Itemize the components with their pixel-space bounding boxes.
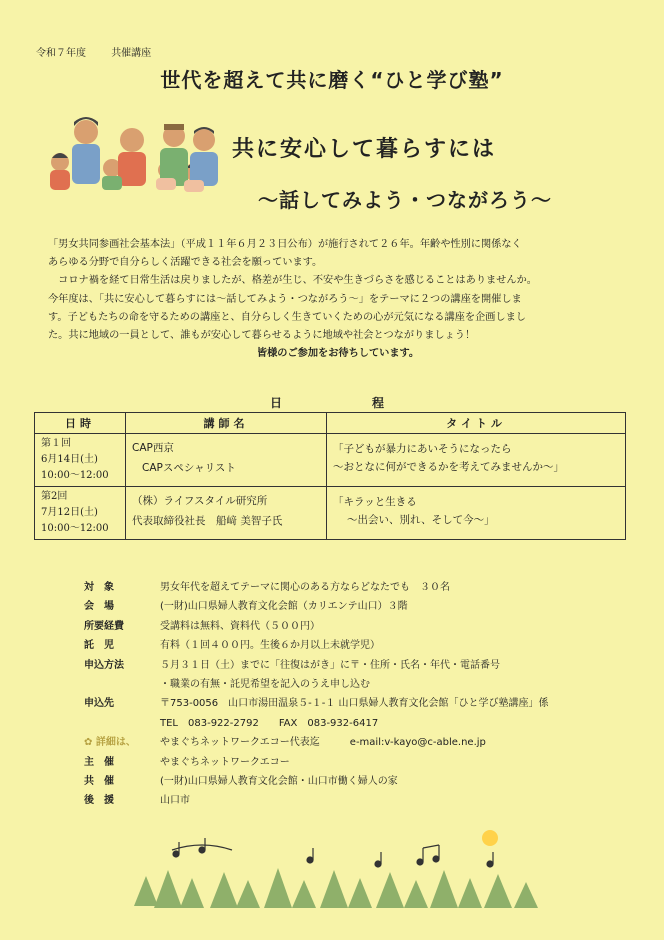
- intro-text: [48, 236, 628, 363]
- info-key: 会 場: [84, 601, 114, 613]
- closing-line: 皆様のご参加をお待ちしています。: [256, 348, 420, 360]
- info-key: 所要経費: [84, 620, 124, 632]
- schedule-header-row: [35, 413, 626, 434]
- info-key: 主 催: [84, 756, 114, 768]
- info-value: ・職業の有無・託児希望を記入のうえ申し込む: [160, 678, 370, 690]
- header-lecturer: 講師名: [126, 413, 327, 434]
- info-value: ５月３１日（土）までに「往復はがき」に〒・住所・氏名・年代・電話番号: [160, 659, 500, 671]
- session-title: [327, 434, 626, 487]
- session-day: 6月14日(土): [41, 454, 98, 465]
- title-sub: ～出会い、別れ、そして今～」: [347, 514, 495, 526]
- header-title: タイトル: [327, 413, 626, 434]
- info-key: 託 児: [84, 640, 114, 652]
- sun-icon: [482, 830, 498, 846]
- info-value: 男女年代を超えてテーマに関心のある方ならどなたでも ３０名: [160, 582, 450, 593]
- subtitle-tagline: ～話してみよう・つながろう～: [258, 188, 552, 212]
- intro-line: す。子どもたちの命を守るための講座と、自分らしく生きていくための心が元気になる講座を企画しまし: [48, 311, 526, 323]
- table-row: [35, 487, 626, 540]
- main-title: 世代を超えて共に磨く“ひと学び塾”: [160, 68, 504, 92]
- info-key: 後 援: [84, 795, 114, 807]
- info-value: やまぐちネットワークエコー代表迄 e-mail:v-kayo@c-able.ne.jp: [160, 737, 486, 749]
- info-value: 〒753-0056 山口市湯田温泉５-１-１ 山口県婦人教育文化会館「ひと学び塾講座」係: [160, 698, 549, 710]
- info-value: やまぐちネットワークエコー: [160, 756, 290, 768]
- info-value: 受講料は無料、資料代（５００円）: [160, 620, 320, 632]
- info-key: 申込先: [84, 698, 114, 710]
- info-key: 申込方法: [84, 659, 124, 671]
- subtitle: 共に安心して暮らすには: [232, 137, 497, 162]
- schedule-table: [34, 412, 626, 540]
- session-lecturer: [126, 434, 327, 487]
- trees-music-illustration: [124, 826, 564, 916]
- fiscal-year: 令和７年度: [36, 48, 86, 59]
- header-date: 日時: [35, 413, 126, 434]
- intro-line: た。共に地域の一員として、誰もが安心して暮らせるように地域や社会とつながりましょう！: [48, 330, 476, 342]
- session-number: 第2回: [41, 491, 68, 502]
- session-time: 10:00～12:00: [41, 523, 109, 534]
- title-main: 「キラッと生きる: [333, 496, 417, 508]
- info-value: (一財)山口県婦人教育文化会館・山口市働く婦人の家: [160, 775, 398, 787]
- schedule-label: 日程: [270, 396, 475, 410]
- info-key: 共 催: [84, 775, 114, 787]
- info-key: 対 象: [84, 582, 114, 593]
- intro-line: 「男女共同参画社会基本法」（平成１１年６月２３日公布）が施行されて２６年。年齢や性別に関係なく: [48, 239, 522, 250]
- info-value: 有料（１回４００円。生後６か月以上未就学児）: [160, 640, 380, 652]
- session-day: 7月12日(土): [41, 507, 98, 518]
- session-time: 10:00～12:00: [41, 470, 109, 481]
- title-main: 「子どもが暴力にあいそうになったら: [333, 443, 512, 455]
- session-number: 第１回: [41, 438, 71, 449]
- session-title: [327, 487, 626, 540]
- info-value: (一財)山口県婦人教育文化会館（カリエンテ山口）３階: [160, 601, 408, 613]
- lecturer-org: （株）ライフスタイル研究所: [132, 495, 268, 507]
- intro-line: コロナ禍を経て日常生活は戻りましたが、格差が生じ、不安や生きづらさを感じることはありませんか。: [48, 275, 537, 287]
- table-row: [35, 434, 626, 487]
- header-line: [36, 44, 173, 59]
- cohost-tag: 共催講座: [111, 48, 152, 59]
- info-key: ✿ 詳細は、: [84, 737, 136, 749]
- intro-line: 今年度は、「共に安心して暮らすには～話してみよう・つながろう～」をテーマに２つの講座を開催しま: [48, 293, 522, 305]
- session-lecturer: [126, 487, 327, 540]
- info-value: TEL 083-922-2792 FAX 083-932-6417: [160, 717, 379, 729]
- session-date: [35, 434, 126, 487]
- session-date: [35, 487, 126, 540]
- info-value: 山口市: [160, 795, 190, 807]
- title-sub: ～おとなに何ができるかを考えてみませんか～」: [333, 461, 564, 473]
- intro-line: あらゆる分野で自分らしく活躍できる社会を願っています。: [48, 257, 323, 269]
- lecturer-org: CAP西京: [132, 442, 174, 454]
- family-illustration: [44, 110, 224, 200]
- lecturer-name: 代表取締役社長 船﨑 美智子氏: [132, 515, 283, 527]
- lecturer-name: CAPスペシャリスト: [142, 462, 236, 474]
